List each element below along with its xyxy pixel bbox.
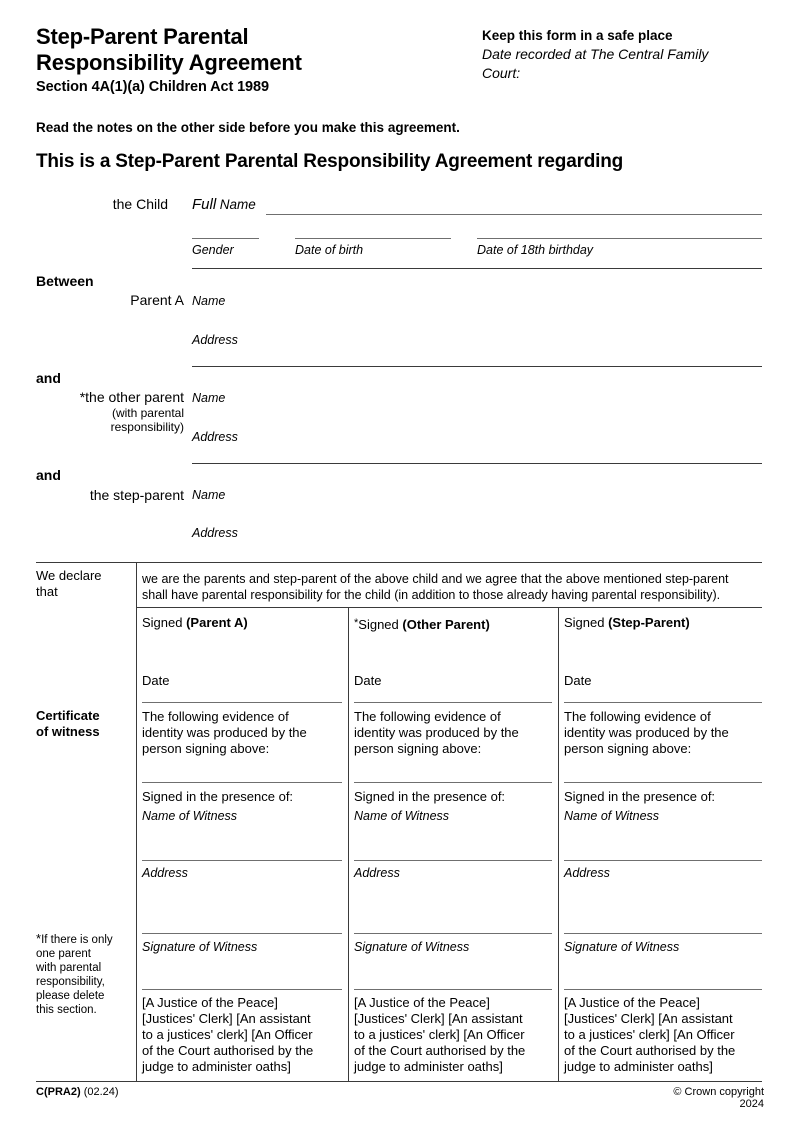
copyright-notice: © Crown copyright 2024 — [673, 1086, 764, 1110]
footnote-line3: with parental — [36, 962, 102, 974]
column-divider-left — [136, 562, 137, 1081]
parent-a-address-label: Address — [192, 333, 238, 347]
jp-rule-col2 — [354, 989, 552, 990]
header-left — [36, 24, 466, 95]
jp-col3-line4: of the Court authorised by the — [564, 1043, 736, 1058]
witness-name-label-col1: Name of Witness — [142, 809, 238, 823]
header-right — [482, 27, 764, 82]
other-parent-bottom-rule — [192, 463, 762, 464]
jp-rule-col3 — [564, 989, 762, 990]
declaration-text — [142, 571, 764, 603]
jp-text-col2 — [354, 995, 559, 1075]
evidence-col3-line2: identity was produced by the — [564, 725, 729, 740]
witness-signature-rule-col3[interactable] — [564, 933, 762, 934]
label-step-parent: the step-parent — [89, 487, 184, 503]
jp-text-col1 — [142, 995, 347, 1075]
evidence-col2-line2: identity was produced by the — [354, 725, 519, 740]
footnote-line1: If there is only — [41, 934, 113, 946]
evidence-text-col3 — [564, 709, 764, 757]
label-other-parent-sub1: (with parental — [111, 406, 184, 420]
footnote-star: * — [36, 931, 42, 946]
jp-col1-line1: [A Justice of the Peace] — [142, 995, 278, 1010]
page-title-line1: Step-Parent Parental — [36, 24, 249, 49]
date-label-col3: Date — [564, 673, 592, 688]
date-recorded-line2: Court: — [482, 65, 521, 81]
label-certificate-of-witness — [36, 708, 136, 740]
footer-rule — [36, 1081, 762, 1082]
presence-label-col3: Signed in the presence of: — [564, 789, 716, 804]
child-dob-label: Date of birth — [295, 243, 364, 257]
label-other-parent-sub2: responsibility) — [110, 420, 184, 434]
signed-prefix-2: Signed — [358, 617, 403, 632]
signed-other-parent — [354, 615, 490, 633]
date-label-col1: Date — [142, 673, 170, 688]
jp-col3-line1: [A Justice of the Peace] — [564, 995, 700, 1010]
step-parent-name-label: Name — [192, 488, 226, 502]
jp-col2-line3: to a justices' clerk] [An Officer — [354, 1027, 525, 1042]
certificate-line2: of witness — [36, 724, 100, 739]
jp-col1-line2: [Justices' Clerk] [An assistant — [142, 1011, 311, 1026]
evidence-col1-line2: identity was produced by the — [142, 725, 307, 740]
presence-rule-col2[interactable] — [354, 782, 552, 783]
jp-col1-line5: judge to administer oaths] — [142, 1059, 291, 1074]
jp-rule-col1 — [142, 989, 342, 990]
main-heading: This is a Step-Parent Parental Responsibility Agreement regarding — [36, 151, 624, 172]
signed-parent-a — [142, 615, 248, 631]
we-declare-line2: that — [36, 584, 58, 599]
we-declare-line1: We declare — [36, 568, 102, 583]
witness-signature-label-col3: Signature of Witness — [564, 940, 680, 954]
label-and-1: and — [36, 370, 61, 386]
date-rule-col3[interactable] — [564, 702, 762, 703]
column-divider-1 — [348, 607, 349, 1081]
witness-address-rule-col3[interactable] — [564, 860, 762, 861]
witness-signature-rule-col2[interactable] — [354, 933, 552, 934]
parent-a-name-label: Name — [192, 294, 226, 308]
evidence-col1-line3: person signing above: — [142, 741, 270, 756]
child-full-name-label — [192, 196, 256, 213]
jp-col2-line4: of the Court authorised by the — [354, 1043, 526, 1058]
jp-col3-line5: judge to administer oaths] — [564, 1059, 713, 1074]
presence-label-col1: Signed in the presence of: — [142, 789, 294, 804]
evidence-col3-line1: The following evidence of — [564, 709, 711, 724]
keep-form-notice: Keep this form in a safe place — [482, 28, 673, 43]
witness-signature-label-col1: Signature of Witness — [142, 940, 258, 954]
child-full-name-line[interactable] — [266, 214, 762, 215]
signed-step-parent — [564, 615, 690, 631]
child-name-word: Name — [219, 197, 256, 212]
jp-text-col3 — [564, 995, 769, 1075]
child-section-bottom-rule — [192, 268, 762, 269]
witness-address-label-col2: Address — [354, 866, 400, 880]
child-full-word: Full — [192, 196, 217, 213]
jp-col3-line2: [Justices' Clerk] [An assistant — [564, 1011, 733, 1026]
jp-col1-line3: to a justices' clerk] [An Officer — [142, 1027, 313, 1042]
form-code — [36, 1086, 119, 1098]
footnote-line5: please delete — [36, 990, 105, 1002]
footnote-line2: one parent — [36, 948, 91, 960]
evidence-col1-line1: The following evidence of — [142, 709, 289, 724]
form-code-version: (02.24) — [83, 1086, 119, 1098]
declaration-top-rule — [36, 562, 762, 563]
signed-prefix-1: Signed — [142, 615, 187, 630]
certificate-line1: Certificate — [36, 708, 100, 723]
signed-prefix-3: Signed — [564, 615, 609, 630]
label-parent-a: Parent A — [130, 292, 184, 308]
page-subtitle: Section 4A(1)(a) Children Act 1989 — [36, 79, 269, 95]
declaration-text-line1: we are the parents and step-parent of the above child and we agree that the above mentioned step-parent — [142, 572, 729, 586]
other-parent-address-label: Address — [192, 430, 238, 444]
child-dob-line[interactable] — [295, 238, 451, 239]
witness-signature-rule-col1[interactable] — [142, 933, 342, 934]
date-recorded-line1: Date recorded at The Central Family — [482, 46, 709, 62]
presence-rule-col3[interactable] — [564, 782, 762, 783]
footnote-delete-section — [36, 932, 132, 1017]
evidence-text-col2 — [354, 709, 554, 757]
evidence-text-col1 — [142, 709, 342, 757]
witness-address-rule-col1[interactable] — [142, 860, 342, 861]
child-18th-line[interactable] — [477, 238, 762, 239]
witness-signature-label-col2: Signature of Witness — [354, 940, 470, 954]
presence-label-col2: Signed in the presence of: — [354, 789, 506, 804]
form-code-id: C(PRA2) — [36, 1086, 81, 1098]
witness-address-rule-col2[interactable] — [354, 860, 552, 861]
other-parent-name-label: Name — [192, 391, 226, 405]
declaration-text-line2: shall have parental responsibility for the child (in addition to those already having parental responsibility). — [142, 588, 721, 602]
jp-col2-line1: [A Justice of the Peace] — [354, 995, 490, 1010]
date-label-col2: Date — [354, 673, 382, 688]
date-rule-col1[interactable] — [142, 702, 342, 703]
evidence-col3-line3: person signing above: — [564, 741, 692, 756]
signed-bold-2: (Other Parent) — [402, 617, 490, 632]
child-18th-label: Date of 18th birthday — [477, 243, 594, 257]
witness-name-label-col2: Name of Witness — [354, 809, 450, 823]
evidence-col2-line3: person signing above: — [354, 741, 482, 756]
declaration-bottom-rule — [136, 607, 762, 608]
jp-col1-line4: of the Court authorised by the — [142, 1043, 314, 1058]
presence-rule-col1[interactable] — [142, 782, 342, 783]
label-we-declare — [36, 568, 136, 600]
date-rule-col2[interactable] — [354, 702, 552, 703]
label-the-child: the Child — [112, 196, 168, 212]
signed-star-2: * — [354, 617, 359, 629]
jp-col2-line5: judge to administer oaths] — [354, 1059, 503, 1074]
page-title-line2: Responsibility Agreement — [36, 50, 302, 75]
child-gender-line[interactable] — [192, 238, 259, 239]
label-and-2: and — [36, 467, 61, 483]
child-gender-label: Gender — [192, 243, 234, 257]
witness-address-label-col3: Address — [564, 866, 610, 880]
step-parent-address-label: Address — [192, 526, 238, 540]
footnote-line6: this section. — [36, 1004, 97, 1016]
footnote-line4: responsibility, — [36, 976, 105, 988]
witness-name-label-col3: Name of Witness — [564, 809, 660, 823]
read-notes-instruction: Read the notes on the other side before you make this agreement. — [36, 120, 460, 135]
evidence-col2-line1: The following evidence of — [354, 709, 501, 724]
jp-col3-line3: to a justices' clerk] [An Officer — [564, 1027, 735, 1042]
jp-col2-line2: [Justices' Clerk] [An assistant — [354, 1011, 523, 1026]
parent-a-bottom-rule — [192, 366, 762, 367]
signed-bold-1: (Parent A) — [186, 615, 248, 630]
label-between: Between — [36, 273, 94, 289]
label-other-parent: *the other parent — [79, 389, 184, 405]
witness-address-label-col1: Address — [142, 866, 188, 880]
signed-bold-3: (Step-Parent) — [608, 615, 690, 630]
